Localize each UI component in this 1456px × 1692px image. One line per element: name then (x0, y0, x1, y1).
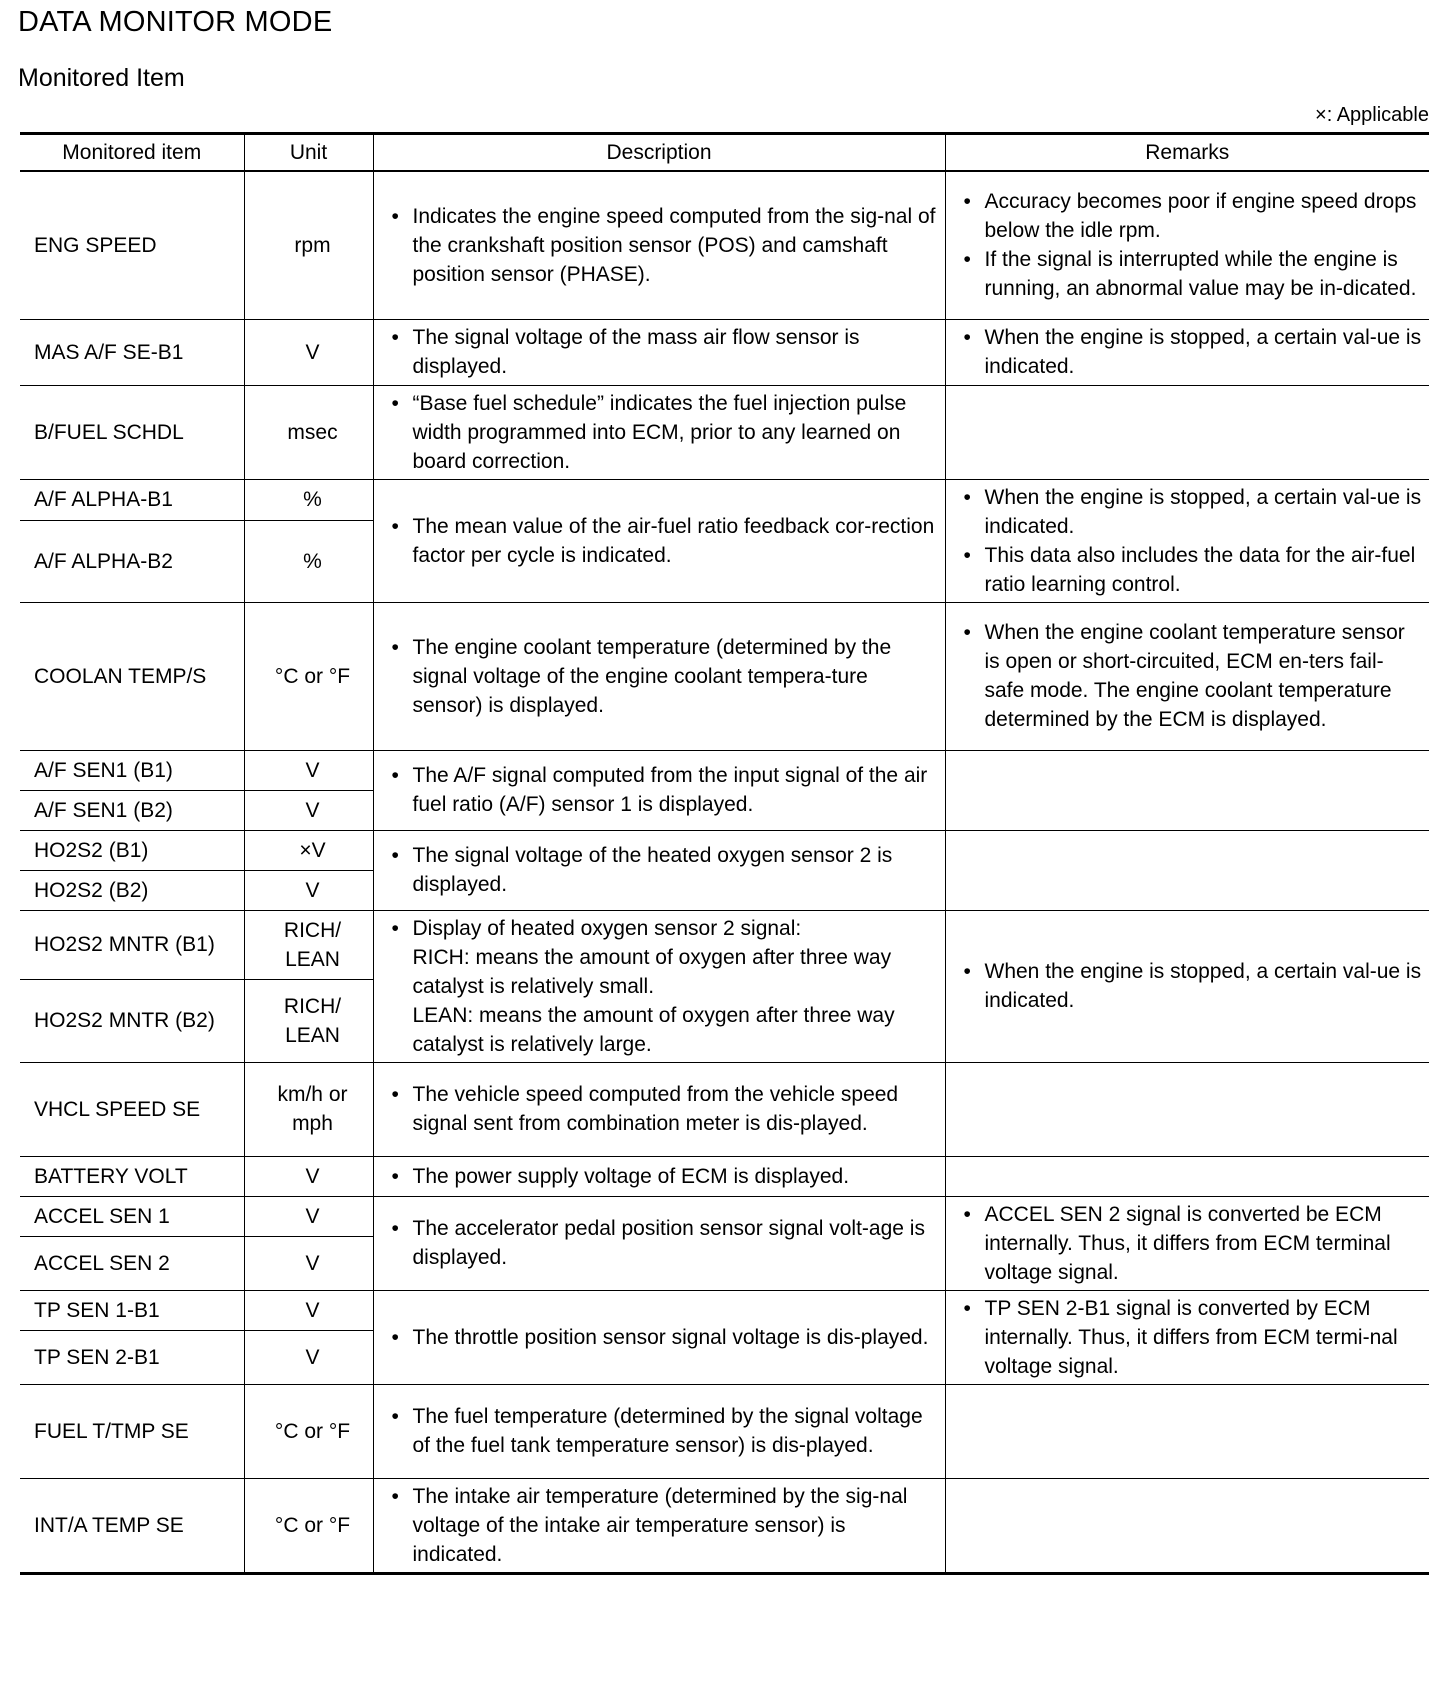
description-cell (373, 171, 945, 319)
remarks-cell (945, 1290, 1429, 1384)
description-cell (373, 479, 945, 602)
description-bullet: • The vehicle speed computed from the vehicle speed signal sent from combination meter is dis-played. (388, 1080, 939, 1138)
remarks-cell (945, 910, 1429, 1062)
description-bullet: • The signal voltage of the mass air flow sensor is displayed. (388, 323, 939, 381)
table-row (20, 1290, 1429, 1330)
remarks-cell (945, 319, 1429, 385)
unit-cell: V (244, 790, 373, 830)
description-bullet: • The intake air temperature (determined by the sig-nal voltage of the intake air temperature sensor) is indicated. (388, 1482, 939, 1569)
unit-cell: V (244, 870, 373, 910)
description-cell (373, 910, 945, 1062)
unit-cell (244, 1062, 373, 1156)
header-unit: Unit (244, 134, 373, 172)
applicable-legend: ×: Applicable (1315, 104, 1429, 126)
monitored-item-cell: HO2S2 (B1) (20, 830, 244, 870)
remarks-cell (945, 750, 1429, 830)
table-row (20, 602, 1429, 750)
remarks-cell (945, 1384, 1429, 1478)
monitored-item-cell: TP SEN 2-B1 (20, 1330, 244, 1384)
unit-cell: °C or °F (244, 1478, 373, 1573)
remarks-cell (945, 479, 1429, 602)
remark-bullet: • ACCEL SEN 2 signal is converted be ECM internally. Thus, it differs from ECM terminal voltage signal. (960, 1200, 1424, 1287)
remarks-cell (945, 602, 1429, 750)
description-bullet: • Indicates the engine speed computed from the sig-nal of the crankshaft position sensor (POS) and camshaft position sensor (PHASE). (388, 202, 939, 289)
monitored-item-cell: ENG SPEED (20, 171, 244, 319)
table-row (20, 385, 1429, 479)
monitored-item-cell: HO2S2 MNTR (B1) (20, 910, 244, 980)
monitored-item-cell: HO2S2 (B2) (20, 870, 244, 910)
description-bullet: • “Base fuel schedule” indicates the fuel injection pulse width programmed into ECM, prior to any learned on board correction. (388, 389, 939, 476)
monitored-item-cell: INT/A TEMP SE (20, 1478, 244, 1573)
unit-cell: V (244, 1156, 373, 1196)
monitored-item-cell: A/F ALPHA-B1 (20, 479, 244, 520)
remark-bullet: • Accuracy becomes poor if engine speed drops below the idle rpm. (960, 187, 1424, 245)
description-bullet (388, 914, 939, 1059)
description-cell (373, 602, 945, 750)
unit-line: LEAN (285, 947, 340, 971)
description-cell (373, 1384, 945, 1478)
monitored-item-cell: FUEL T/TMP SE (20, 1384, 244, 1478)
table-header-row (20, 134, 1429, 172)
description-line: RICH: means the amount of oxygen after three way catalyst is relatively small. (412, 945, 892, 998)
remark-bullet: • When the engine is stopped, a certain val-ue is indicated. (960, 483, 1424, 541)
description-bullet: • The mean value of the air-fuel ratio feedback cor-rection factor per cycle is indicated. (388, 512, 939, 570)
remarks-cell (945, 171, 1429, 319)
description-cell (373, 1290, 945, 1384)
unit-cell: V (244, 319, 373, 385)
description-bullet: • The throttle position sensor signal voltage is dis-played. (388, 1323, 939, 1352)
monitored-item-cell: A/F ALPHA-B2 (20, 520, 244, 602)
table-row (20, 1156, 1429, 1196)
table-row (20, 319, 1429, 385)
remarks-cell (945, 830, 1429, 910)
remarks-cell (945, 1156, 1429, 1196)
monitored-item-cell: A/F SEN1 (B2) (20, 790, 244, 830)
table-row (20, 1062, 1429, 1156)
page-subtitle: Monitored Item (18, 64, 185, 92)
unit-cell: V (244, 1236, 373, 1290)
page-title: DATA MONITOR MODE (18, 6, 333, 38)
unit-cell: V (244, 1196, 373, 1236)
monitored-item-cell: MAS A/F SE-B1 (20, 319, 244, 385)
unit-cell: V (244, 1290, 373, 1330)
unit-line: RICH/ (283, 918, 342, 942)
remarks-cell (945, 385, 1429, 479)
description-cell (373, 1062, 945, 1156)
description-bullet: • The accelerator pedal position sensor signal volt-age is displayed. (388, 1214, 939, 1272)
remark-bullet: • This data also includes the data for the air-fuel ratio learning control. (960, 541, 1424, 599)
description-cell (373, 385, 945, 479)
monitored-item-cell: COOLAN TEMP/S (20, 602, 244, 750)
monitored-item-cell: ACCEL SEN 1 (20, 1196, 244, 1236)
table-row (20, 1384, 1429, 1478)
unit-line: LEAN (285, 1023, 340, 1047)
remarks-cell (945, 1196, 1429, 1290)
table-row (20, 830, 1429, 870)
description-cell (373, 319, 945, 385)
unit-line: km/h or (277, 1083, 348, 1106)
monitored-item-cell: VHCL SPEED SE (20, 1062, 244, 1156)
unit-cell: V (244, 1330, 373, 1384)
unit-cell (244, 910, 373, 980)
monitored-item-cell: ACCEL SEN 2 (20, 1236, 244, 1290)
unit-cell: rpm (244, 171, 373, 319)
description-bullet: • The signal voltage of the heated oxygen sensor 2 is displayed. (388, 841, 939, 899)
remark-bullet: • TP SEN 2-B1 signal is converted by ECM internally. Thus, it differs from ECM termi-nal voltage signal. (960, 1294, 1424, 1381)
unit-cell: °C or °F (244, 602, 373, 750)
description-line: LEAN: means the amount of oxygen after three way catalyst is relatively large. (412, 1003, 895, 1056)
monitored-item-cell: BATTERY VOLT (20, 1156, 244, 1196)
unit-cell: msec (244, 385, 373, 479)
description-bullet: • The A/F signal computed from the input signal of the air fuel ratio (A/F) sensor 1 is displayed. (388, 761, 939, 819)
remark-bullet: • If the signal is interrupted while the engine is running, an abnormal value may be in-dicated. (960, 245, 1424, 303)
remarks-cell (945, 1062, 1429, 1156)
description-cell (373, 750, 945, 830)
description-line: • Display of heated oxygen sensor 2 signal: (412, 916, 802, 940)
unit-line: mph (292, 1112, 333, 1135)
unit-cell: V (244, 750, 373, 790)
table-row (20, 910, 1429, 980)
description-cell (373, 1196, 945, 1290)
table-row (20, 1196, 1429, 1236)
monitored-item-cell: B/FUEL SCHDL (20, 385, 244, 479)
unit-cell: ×V (244, 830, 373, 870)
table-row (20, 171, 1429, 319)
table-row (20, 750, 1429, 790)
monitored-item-table (20, 132, 1429, 1575)
monitored-item-cell: HO2S2 MNTR (B2) (20, 980, 244, 1062)
description-bullet: • The power supply voltage of ECM is displayed. (388, 1162, 939, 1191)
table-row (20, 1478, 1429, 1573)
unit-cell: °C or °F (244, 1384, 373, 1478)
description-cell (373, 1156, 945, 1196)
header-remarks: Remarks (945, 134, 1429, 172)
unit-cell: % (244, 520, 373, 602)
monitored-item-cell: A/F SEN1 (B1) (20, 750, 244, 790)
remark-bullet: • When the engine is stopped, a certain val-ue is indicated. (960, 323, 1424, 381)
header-monitored-item: Monitored item (20, 134, 244, 172)
unit-line: RICH/ (283, 994, 342, 1018)
remarks-cell (945, 1478, 1429, 1573)
remark-bullet: • When the engine coolant temperature sensor is open or short-circuited, ECM en-ters fail-safe mode. The engine coolant temperature determined by the ECM is displayed. (960, 618, 1424, 734)
header-description: Description (373, 134, 945, 172)
description-bullet: • The engine coolant temperature (determined by the signal voltage of the engine coolant tempera-ture sensor) is displayed. (388, 633, 939, 720)
unit-cell (244, 980, 373, 1062)
description-cell (373, 830, 945, 910)
unit-cell: % (244, 479, 373, 520)
description-bullet: • The fuel temperature (determined by the signal voltage of the fuel tank temperature sensor) is dis-played. (388, 1402, 939, 1460)
description-cell (373, 1478, 945, 1573)
monitored-item-cell: TP SEN 1-B1 (20, 1290, 244, 1330)
remark-bullet: • When the engine is stopped, a certain val-ue is indicated. (960, 957, 1424, 1015)
table-row (20, 479, 1429, 520)
